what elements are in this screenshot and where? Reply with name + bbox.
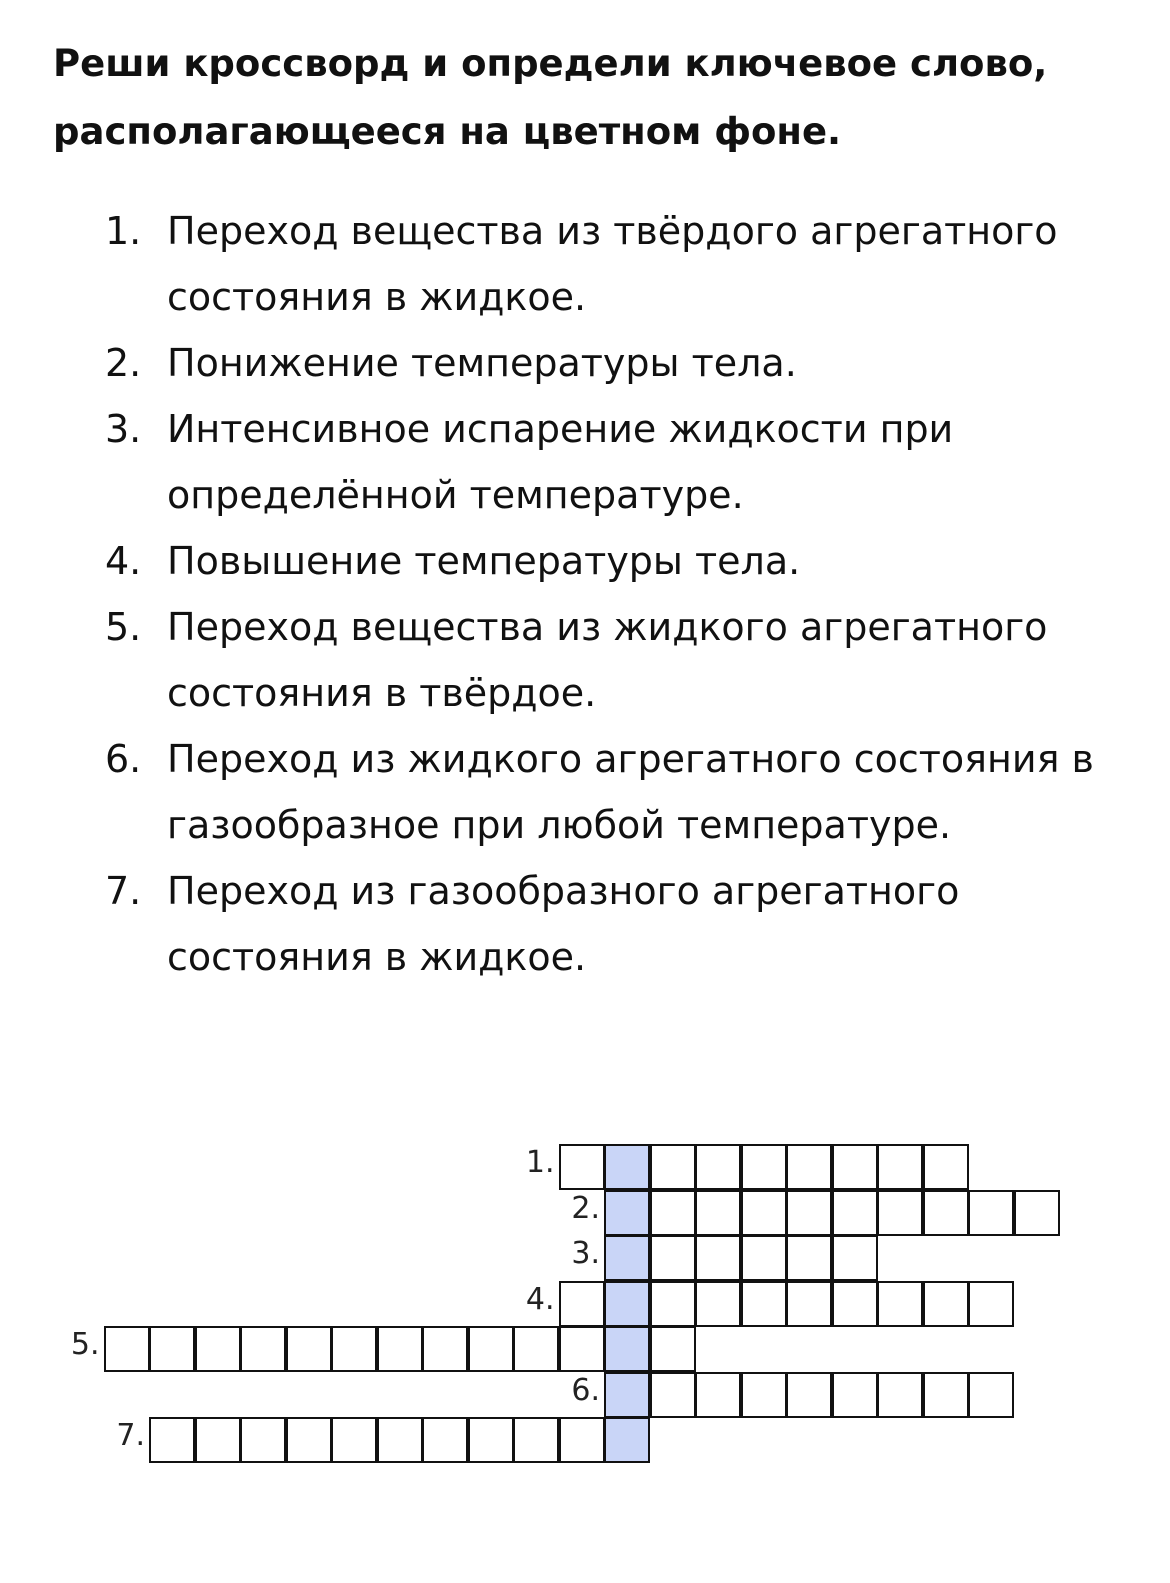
crossword-cell[interactable] [559, 1417, 605, 1463]
row-number-label: 6. [571, 1372, 600, 1408]
clue-item [105, 726, 1105, 858]
crossword-cell[interactable] [741, 1190, 787, 1236]
row-number-label: 7. [116, 1418, 145, 1453]
clue-number: 6. [105, 737, 142, 781]
clue-text: Переход вещества из жидкого агрегатного состояния в твёрдое. [167, 605, 1048, 715]
clue-item [105, 858, 1105, 990]
crossword-cell[interactable] [650, 1281, 696, 1327]
crossword-cell[interactable] [786, 1144, 832, 1190]
crossword-cell[interactable] [832, 1144, 878, 1190]
crossword-cell[interactable] [695, 1190, 741, 1236]
crossword-cell[interactable] [468, 1326, 514, 1372]
crossword-cell[interactable] [741, 1144, 787, 1190]
task-title: Реши кроссворд и определи ключевое слово, располагающееся на цветном фоне. [53, 42, 1048, 153]
crossword-cell[interactable] [195, 1417, 241, 1463]
clue-text: Понижение температуры тела. [167, 341, 797, 385]
crossword-cell[interactable] [650, 1235, 696, 1281]
crossword-cell[interactable] [741, 1281, 787, 1327]
crossword-cell[interactable] [877, 1190, 923, 1236]
clue-number: 2. [105, 341, 142, 385]
crossword-cell[interactable] [877, 1372, 923, 1418]
key-cell[interactable] [604, 1144, 650, 1190]
key-cell[interactable] [604, 1281, 650, 1327]
crossword-cell[interactable] [650, 1144, 696, 1190]
crossword-cell[interactable] [149, 1326, 195, 1372]
crossword-cell[interactable] [832, 1372, 878, 1418]
crossword-cell[interactable] [422, 1417, 468, 1463]
key-cell[interactable] [604, 1326, 650, 1372]
crossword-cell[interactable] [923, 1190, 969, 1236]
crossword-cell[interactable] [422, 1326, 468, 1372]
crossword-cell[interactable] [650, 1372, 696, 1418]
crossword-cell[interactable] [923, 1372, 969, 1418]
crossword-cell[interactable] [468, 1417, 514, 1463]
crossword-cell[interactable] [650, 1326, 696, 1372]
crossword-cell[interactable] [650, 1190, 696, 1236]
crossword-cell[interactable] [331, 1417, 377, 1463]
crossword-cell[interactable] [695, 1144, 741, 1190]
key-cell[interactable] [604, 1372, 650, 1418]
clue-item [105, 594, 1105, 726]
crossword-cell[interactable] [240, 1326, 286, 1372]
clue-text: Переход из газообразного агрегатного состояния в жидкое. [167, 869, 960, 979]
key-cell[interactable] [604, 1235, 650, 1281]
clue-number: 3. [105, 407, 142, 451]
row-number-label: 4. [525, 1281, 555, 1317]
crossword-cell[interactable] [832, 1190, 878, 1236]
crossword-cell[interactable] [877, 1144, 923, 1190]
crossword-cell[interactable] [786, 1281, 832, 1327]
crossword-cell[interactable] [832, 1235, 878, 1281]
crossword-cell[interactable] [968, 1281, 1014, 1327]
crossword-cell[interactable] [741, 1372, 787, 1418]
crossword-cell[interactable] [104, 1326, 150, 1372]
crossword-cell[interactable] [968, 1190, 1014, 1236]
clue-number: 4. [105, 539, 142, 583]
clue-text: Повышение температуры тела. [167, 539, 801, 583]
crossword-cell[interactable] [240, 1417, 286, 1463]
crossword-cell[interactable] [559, 1144, 605, 1190]
clue-text: Переход вещества из твёрдого агрегатного состояния в жидкое. [167, 209, 1058, 319]
crossword-cell[interactable] [286, 1417, 332, 1463]
crossword-cell[interactable] [149, 1417, 195, 1463]
key-cell[interactable] [604, 1417, 650, 1463]
row-number-label: 3. [571, 1236, 600, 1271]
crossword-cell[interactable] [513, 1417, 559, 1463]
crossword-cell[interactable] [377, 1326, 423, 1372]
clue-text: Интенсивное испарение жидкости при определённой температуре. [167, 407, 954, 517]
crossword-cell[interactable] [195, 1326, 241, 1372]
crossword-cell[interactable] [377, 1417, 423, 1463]
row-number-label: 2. [571, 1190, 600, 1226]
key-cell[interactable] [604, 1190, 650, 1236]
crossword-cell[interactable] [1014, 1190, 1060, 1236]
crossword-cell[interactable] [832, 1281, 878, 1327]
crossword-cell[interactable] [695, 1235, 741, 1281]
clue-item [105, 396, 1105, 528]
clue-item [105, 330, 1105, 396]
crossword-grid [0, 1140, 1170, 1470]
clue-text: Переход из жидкого агрегатного состояния в газообразное при любой температуре. [167, 737, 1094, 847]
crossword-cell[interactable] [559, 1281, 605, 1327]
crossword-cell[interactable] [513, 1326, 559, 1372]
crossword-cell[interactable] [741, 1235, 787, 1281]
crossword-cell[interactable] [695, 1372, 741, 1418]
clue-item [105, 198, 1105, 330]
clue-list [105, 198, 1105, 990]
crossword-cell[interactable] [786, 1235, 832, 1281]
crossword-cell[interactable] [286, 1326, 332, 1372]
crossword-cell[interactable] [331, 1326, 377, 1372]
crossword-cell[interactable] [877, 1281, 923, 1327]
crossword-cell[interactable] [923, 1144, 969, 1190]
crossword-cell[interactable] [786, 1190, 832, 1236]
crossword-cell[interactable] [786, 1372, 832, 1418]
row-number-label: 5. [70, 1327, 100, 1362]
row-number-label: 1. [525, 1145, 555, 1180]
crossword-cell[interactable] [968, 1372, 1014, 1418]
clue-number: 7. [105, 869, 142, 913]
clue-number: 1. [105, 209, 142, 253]
clue-item [105, 528, 1105, 594]
clue-number: 5. [105, 605, 142, 649]
crossword-cell[interactable] [559, 1326, 605, 1372]
crossword-cell[interactable] [695, 1281, 741, 1327]
crossword-cell[interactable] [923, 1281, 969, 1327]
